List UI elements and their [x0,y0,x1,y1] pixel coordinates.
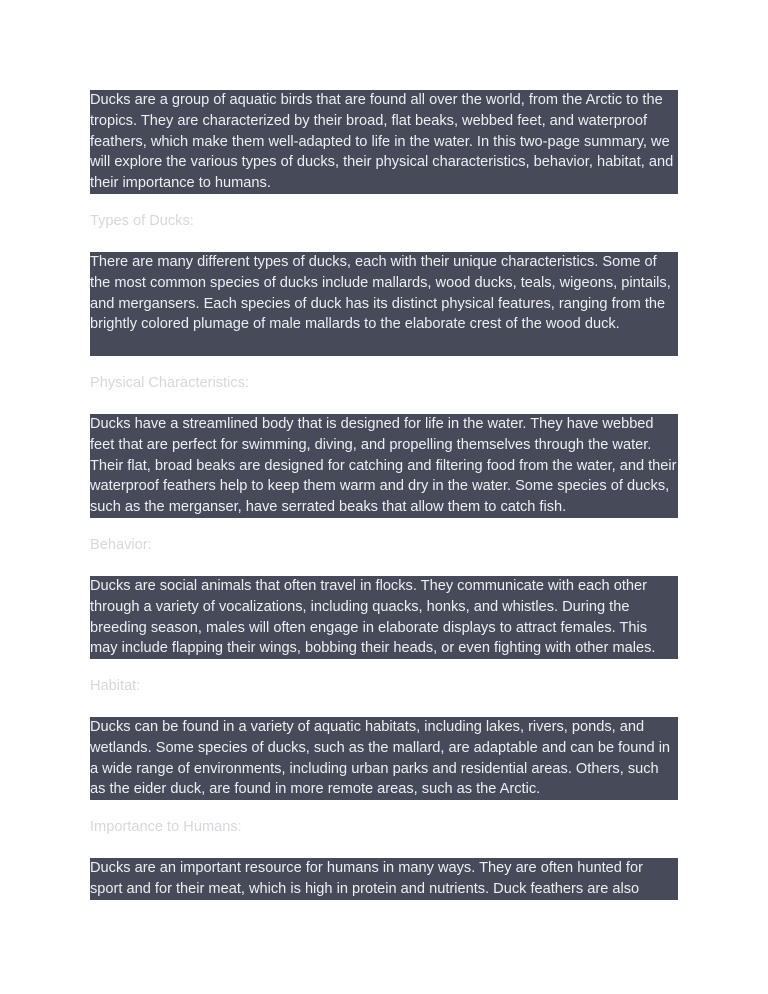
document-page [90,90,678,900]
section-heading-importance: Importance to Humans: [90,819,242,835]
section-heading-types: Types of Ducks: [90,213,194,229]
section-heading-physical: Physical Characteristics: [90,375,249,391]
section-body-types: There are many different types of ducks, each with their unique characteristics. Some of the most common species of ducks include mallards, wood ducks, teals, wigeons, pintails, and mergansers. Each species of duck has its distinct physical features, ranging from the brightly colored plumage of male mallards to the elaborate crest of the wood duck. [90,252,678,356]
section-heading-behavior: Behavior: [90,537,152,553]
section-body-physical: Ducks have a streamlined body that is designed for life in the water. They have webbed feet that are perfect for swimming, diving, and propelling themselves through the water. Their flat, broad beaks are designed for catching and filtering food from the water, and their waterproof feathers help to keep them warm and dry in the water. Some species of ducks, such as the merganser, have serrated beaks that allow them to catch fish. [90,414,678,518]
intro-paragraph: Ducks are a group of aquatic birds that are found all over the world, from the Arctic to the tropics. They are characterized by their broad, flat beaks, webbed feet, and waterproof feathers, which make them well-adapted to life in the water. In this two-page summary, we will explore the various types of ducks, their physical characteristics, behavior, habitat, and their importance to humans. [90,90,678,194]
section-heading-habitat: Habitat: [90,678,141,694]
section-body-habitat: Ducks can be found in a variety of aquatic habitats, including lakes, rivers, ponds, and wetlands. Some species of ducks, such as the mallard, are adaptable and can be found in a wide range of environments, including urban parks and residential areas. Others, such as the eider duck, are found in more remote areas, such as the Arctic. [90,717,678,800]
section-body-importance: Ducks are an important resource for humans in many ways. They are often hunted for sport and for their meat, which is high in protein and nutrients. Duck feathers are also [90,858,678,900]
section-body-behavior: Ducks are social animals that often travel in flocks. They communicate with each other through a variety of vocalizations, including quacks, honks, and whistles. During the breeding season, males will often engage in elaborate displays to attract females. This may include flapping their wings, bobbing their heads, or even fighting with other males. [90,576,678,659]
